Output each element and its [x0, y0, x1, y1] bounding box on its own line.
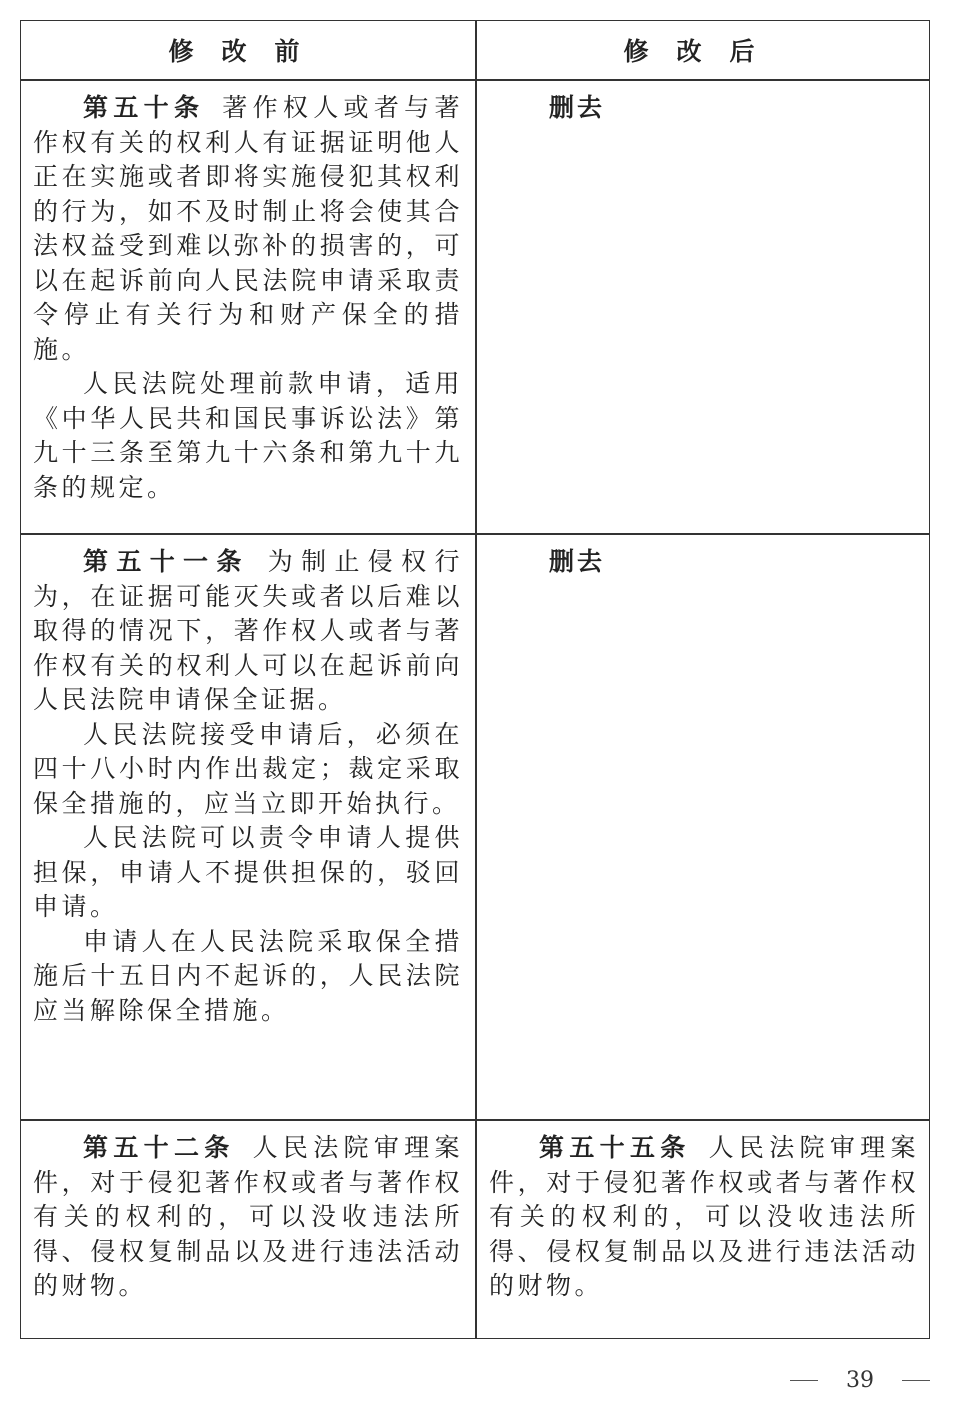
deleted-label: 删去	[549, 547, 606, 576]
article-50-p2: 人民法院处理前款申请，适用《中华人民共和国民事诉讼法》第九十三条至第九十六条和第九十九条的规定。	[33, 369, 463, 502]
column-divider	[475, 21, 477, 1338]
article-50-p1: 第五十条 著作权人或者与著作权有关的权利人有证据证明他人正在实施或者即将实施侵犯其权利的行为，如不及时制止将会使其合法权益受到难以弥补的损害的，可以在起诉前向人民法院申请采取责令停止有关行为和财产保全的措施。	[33, 93, 463, 364]
dash-right	[902, 1380, 930, 1382]
row-2-before	[33, 545, 463, 1028]
comparison-table	[20, 20, 930, 1339]
row-1-before	[33, 91, 463, 505]
article-title: 第五十条	[83, 93, 205, 122]
article-title: 第五十五条	[539, 1133, 691, 1162]
article-51-p1: 第五十一条 为制止侵权行为，在证据可能灭失或者以后难以取得的情况下，著作权人或者与著作权有关的权利人可以在起诉前向人民法院申请保全证据。	[33, 547, 463, 714]
article-51-p2: 人民法院接受申请后，必须在四十八小时内作出裁定；裁定采取保全措施的，应当立即开始执行。	[33, 719, 463, 818]
deleted-label: 删去	[549, 93, 606, 122]
row-3-before	[33, 1131, 463, 1304]
dash-left	[790, 1380, 818, 1382]
page-footer	[790, 1368, 930, 1393]
article-52-p1: 第五十二条 人民法院审理案件，对于侵犯著作权或者与著作权有关的权利的，可以没收违法所得、侵权复制品以及进行违法活动的财物。	[33, 1133, 463, 1300]
article-title: 第五十一条	[83, 547, 250, 576]
row-1-after	[477, 91, 917, 126]
article-51-p4: 申请人在人民法院采取保全措施后十五日内不起诉的，人民法院应当解除保全措施。	[33, 926, 463, 1025]
article-51-p3: 人民法院可以责令申请人提供担保，申请人不提供担保的，驳回申请。	[33, 823, 463, 921]
header-divider	[21, 79, 929, 81]
article-title: 第五十二条	[83, 1133, 235, 1162]
article-55-p1: 第五十五条 人民法院审理案件，对于侵犯著作权或者与著作权有关的权利的，可以没收违法所得、侵权复制品以及进行违法活动的财物。	[489, 1133, 919, 1300]
header-after: 修改后	[623, 37, 783, 66]
row-divider	[21, 1119, 929, 1121]
row-divider	[21, 533, 929, 535]
header-before: 修改前	[168, 37, 328, 66]
page-number: 39	[846, 1368, 874, 1393]
row-2-after	[477, 545, 917, 580]
row-3-after	[489, 1131, 919, 1304]
